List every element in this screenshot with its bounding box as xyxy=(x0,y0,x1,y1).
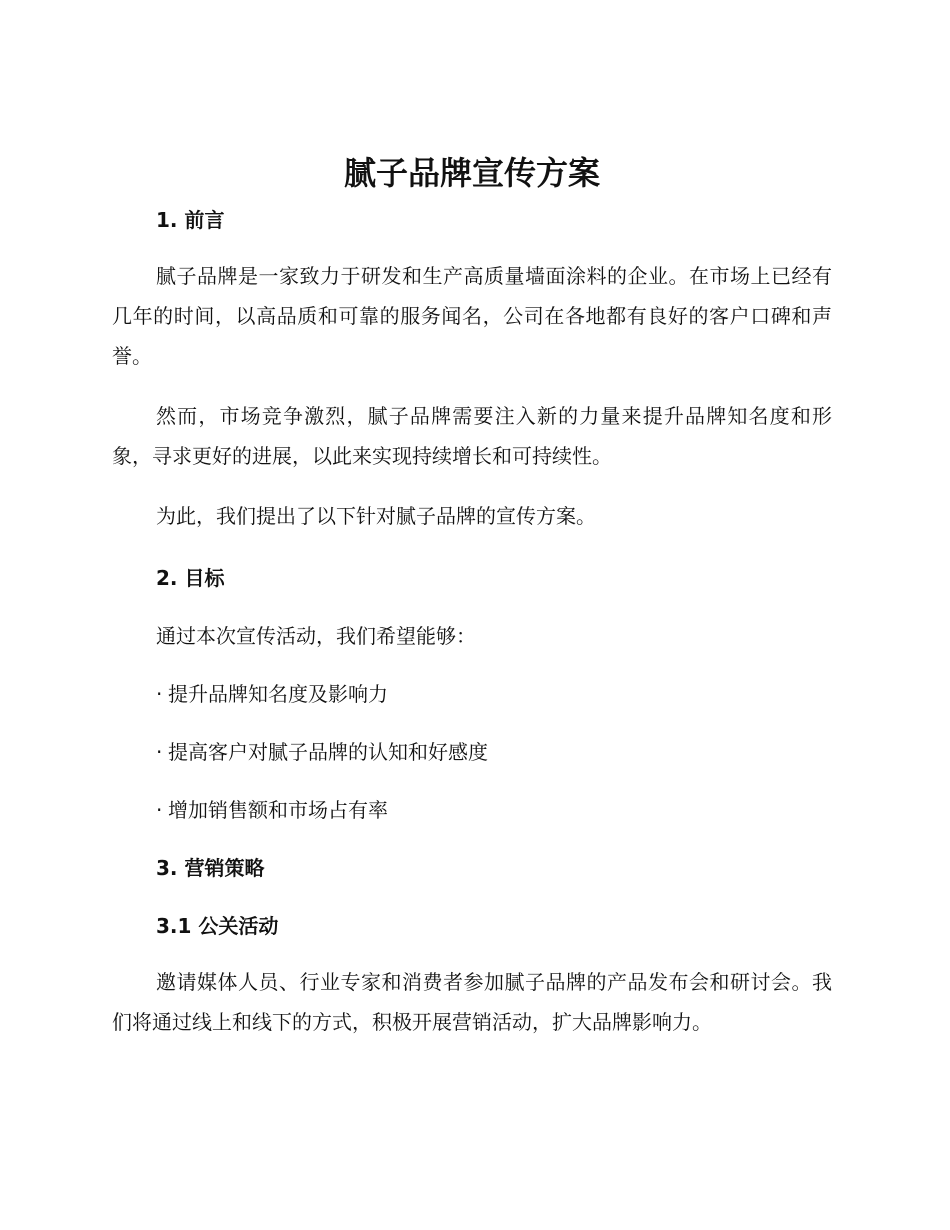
goals-intro: 通过本次宣传活动，我们希望能够： xyxy=(156,624,476,648)
section-heading-goals: 2. 目标 xyxy=(156,566,225,590)
paragraph-preface-2: 然而，市场竞争激烈，腻子品牌需要注入新的力量来提升品牌知名度和形象，寻求更好的进展，以此来实现持续增长和可持续性。 xyxy=(112,404,832,468)
bullet-dot-icon: · xyxy=(156,798,163,822)
document-title: 腻子品牌宣传方案 xyxy=(343,154,600,192)
goal-bullet-text: 提高客户对腻子品牌的认知和好感度 xyxy=(168,740,488,764)
paragraph-preface-3: 为此，我们提出了以下针对腻子品牌的宣传方案。 xyxy=(156,504,596,528)
subsection-heading-pr: 3.1 公关活动 xyxy=(156,914,279,938)
section-heading-preface: 1. 前言 xyxy=(156,208,225,232)
section-heading-strategy: 3. 营销策略 xyxy=(156,856,265,880)
paragraph-preface-1: 腻子品牌是一家致力于研发和生产高质量墙面涂料的企业。在市场上已经有几年的时间，以高品质和可靠的服务闻名，公司在各地都有良好的客户口碑和声誉。 xyxy=(112,264,832,368)
goal-bullet-text: 提升品牌知名度及影响力 xyxy=(168,682,388,706)
goal-bullet-2 xyxy=(112,738,832,766)
paragraph-pr: 邀请媒体人员、行业专家和消费者参加腻子品牌的产品发布会和研讨会。我们将通过线上和线下的方式，积极开展营销活动，扩大品牌影响力。 xyxy=(112,970,832,1034)
bullet-dot-icon: · xyxy=(156,740,163,764)
goal-bullet-1 xyxy=(112,680,832,708)
goal-bullet-text: 增加销售额和市场占有率 xyxy=(168,798,388,822)
document-page xyxy=(112,150,832,1042)
goal-bullet-3 xyxy=(112,796,832,824)
bullet-dot-icon: · xyxy=(156,682,163,706)
